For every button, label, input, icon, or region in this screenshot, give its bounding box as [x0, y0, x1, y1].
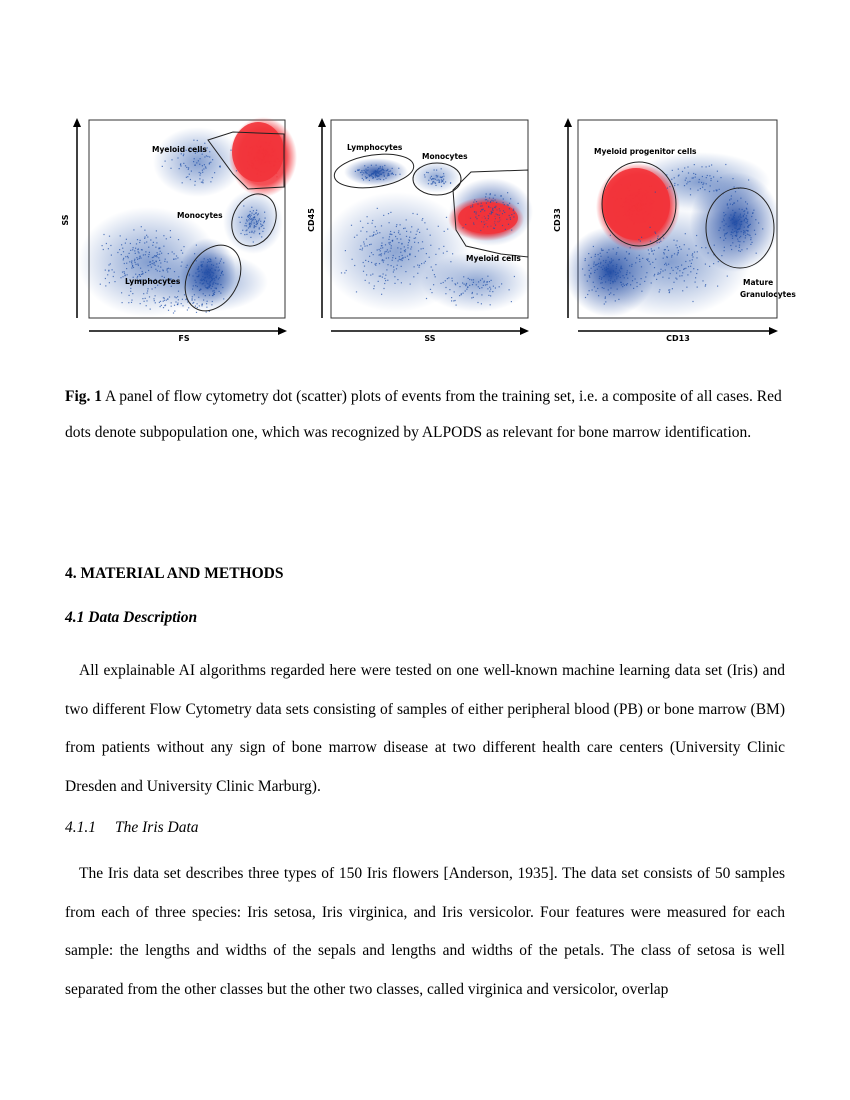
scatter-plot-cd13-cd33 — [550, 112, 796, 344]
scatter-plot-fs-ss — [58, 112, 290, 344]
x-axis-arrow-icon — [278, 327, 287, 335]
gate-label-lymphocytes: Lymphocytes — [125, 277, 181, 286]
y-axis-arrow-icon — [73, 118, 81, 127]
gate-label-monocytes: Monocytes — [422, 152, 468, 161]
x-axis-arrow-icon — [520, 327, 529, 335]
gate-label-myeloid-cells: Myeloid cells — [466, 254, 521, 263]
gate-label-monocytes: Monocytes — [177, 211, 223, 220]
scatter-plot-cd13-cd33-svg — [550, 112, 796, 344]
figure-caption-lead: Fig. 1 — [65, 388, 103, 405]
gate-label-myeloid-progenitor-cells: Myeloid progenitor cells — [594, 147, 697, 156]
scatter-plot-fs-ss-svg — [58, 112, 290, 344]
gate-label-granulocytes: Granulocytes — [740, 290, 796, 299]
y-axis-arrow-icon — [318, 118, 326, 127]
figure-caption — [65, 379, 785, 451]
x-axis-label: FS — [178, 334, 190, 343]
gate-label-myeloid-cells: Myeloid cells — [152, 145, 207, 154]
y-axis-label: CD33 — [553, 208, 562, 232]
x-axis-arrow-icon — [769, 327, 778, 335]
scatter-plot-ss-cd45-svg — [306, 112, 538, 344]
scatter-plot-ss-cd45 — [306, 112, 538, 344]
y-axis-label: CD45 — [307, 208, 316, 232]
figure-caption-text: A panel of flow cytometry dot (scatter) plots of events from the training set, i.e. a composite of all cases. Red dots denote subpopulation one, which was recognized by ALPODS as relevant for bone marrow identification. — [65, 388, 782, 441]
gate-label-mature: Mature — [743, 278, 774, 287]
subsection-heading: 4.1 Data Description — [65, 609, 198, 626]
event-density — [321, 158, 533, 312]
subsubsection-title: The Iris Data — [115, 819, 199, 836]
subsubsection-number: 4.1.1 — [65, 819, 96, 836]
paragraph-data-description: All explainable AI algorithms regarded here were tested on one well-known machine learning data set (Iris) and two different Flow Cytometry data sets consisting of samples of either peripheral blood (PB) or bone marrow (BM) from patients without any sign of bone marrow disease at two different health care centers (University Clinic Dresden and University Clinic Marburg). — [65, 662, 785, 795]
paragraph-iris-data: The Iris data set describes three types of 150 Iris flowers [Anderson, 1935]. The data set consists of 50 samples from each of three species: Iris setosa, Iris virginica, and Iris versicolor. Four features were measured for each sample: the lengths and widths of the sepals and lengths and widths of the petals. The class of setosa is well separated from the other classes but the other two classes, called virginica and versicolor, overlap — [65, 865, 785, 998]
y-axis-label: SS — [61, 214, 70, 226]
section-heading: 4. MATERIAL AND METHODS — [65, 565, 284, 582]
figure-1 — [58, 112, 796, 352]
gate-label-lymphocytes: Lymphocytes — [347, 143, 403, 152]
x-axis-label: SS — [424, 334, 436, 343]
x-axis-label: CD13 — [666, 334, 690, 343]
y-axis-arrow-icon — [564, 118, 572, 127]
subsubsection-heading — [65, 819, 199, 837]
